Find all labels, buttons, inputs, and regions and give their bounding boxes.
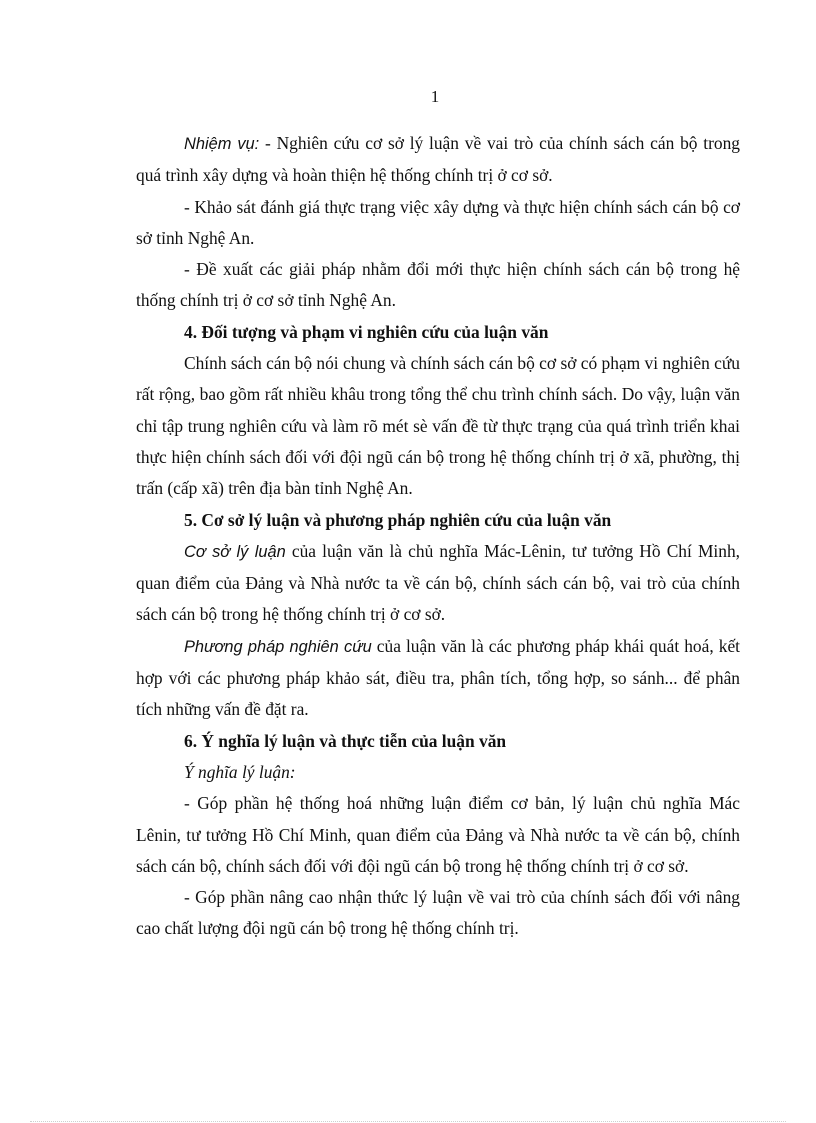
paragraph-survey: - Khảo sát đánh giá thực trạng việc xây dựng và thực hiện chính sách cán bộ cơ sở tỉnh Nghệ An. xyxy=(136,196,740,248)
paragraph-contribution-1: - Góp phần hệ thống hoá những luận điểm cơ bản, lý luận chủ nghĩa Mác Lênin, tư tưởng Hồ Chí Minh, quan điểm của Đảng và Nhà nước ta về cán bộ, chính sách cán bộ, chính sách đối với đội ngũ cán bộ trong hệ thống chính trị ở cơ sở. xyxy=(136,793,740,876)
document-body xyxy=(136,128,740,945)
page-number: 1 xyxy=(430,87,440,106)
paragraph-tasks xyxy=(136,128,740,192)
page-bottom-divider xyxy=(30,1121,786,1122)
theory-basis-text: của luận văn là chủ nghĩa Mác-Lênin, tư tưởng Hồ Chí Minh, quan điểm của Đảng và Nhà nước ta về cán bộ, chính sách cán bộ, vai trò của chính sách cán bộ trong hệ thống chính trị ở cơ sở. xyxy=(136,540,740,625)
paragraph-scope: Chính sách cán bộ nói chung và chính sách cán bộ cơ sở có phạm vi nghiên cứu rất rộng, bao gồm rất nhiều khâu trong tổng thể chu trình chính sách. Do vậy, luận văn chỉ tập trung nghiên cứu và làm rõ mét sè vấn đề từ thực trạng của quá trình triển khai thực hiện chính sách đối với đội ngũ cán bộ trong hệ thống chính trị ở xã, phường, thị trấn (cấp xã) trên địa bàn tỉnh Nghệ An. xyxy=(136,353,740,499)
methods-label: Phương pháp nghiên cứu xyxy=(184,637,372,656)
paragraph-proposal: - Đề xuất các giải pháp nhằm đổi mới thực hiện chính sách cán bộ trong hệ thống chính trị ở cơ sở tỉnh Nghệ An. xyxy=(136,259,740,311)
heading-section-5: 5. Cơ sở lý luận và phương pháp nghiên cứu của luận văn xyxy=(184,509,612,530)
tasks-label: Nhiệm vụ: xyxy=(184,135,260,153)
theory-basis-label: Cơ sở lý luận xyxy=(184,542,286,561)
paragraph-theory-significance-label xyxy=(136,757,740,788)
heading-section-6: 6. Ý nghĩa lý luận và thực tiễn của luận văn xyxy=(184,730,507,751)
paragraph-contribution-2: - Góp phần nâng cao nhận thức lý luận về vai trò của chính sách đối với nâng cao chất lượng đội ngũ cán bộ trong hệ thống chính trị. xyxy=(136,887,740,939)
heading-section-4: 4. Đối tượng và phạm vi nghiên cứu của luận văn xyxy=(184,321,549,342)
paragraph-theory-basis xyxy=(136,536,740,631)
methods-text: của luận văn là các phương pháp khái quát hoá, kết hợp với các phương pháp khảo sát, điều tra, phân tích, tổng hợp, so sánh... để phân tích những vấn đề đặt ra. xyxy=(136,635,740,720)
paragraph-methods xyxy=(136,631,740,726)
theory-significance-label: Ý nghĩa lý luận: xyxy=(184,761,296,782)
tasks-text: - Nghiên cứu cơ sở lý luận về vai trò của chính sách cán bộ trong quá trình xây dựng và hoàn thiện hệ thống chính trị ở cơ sở. xyxy=(136,133,740,186)
